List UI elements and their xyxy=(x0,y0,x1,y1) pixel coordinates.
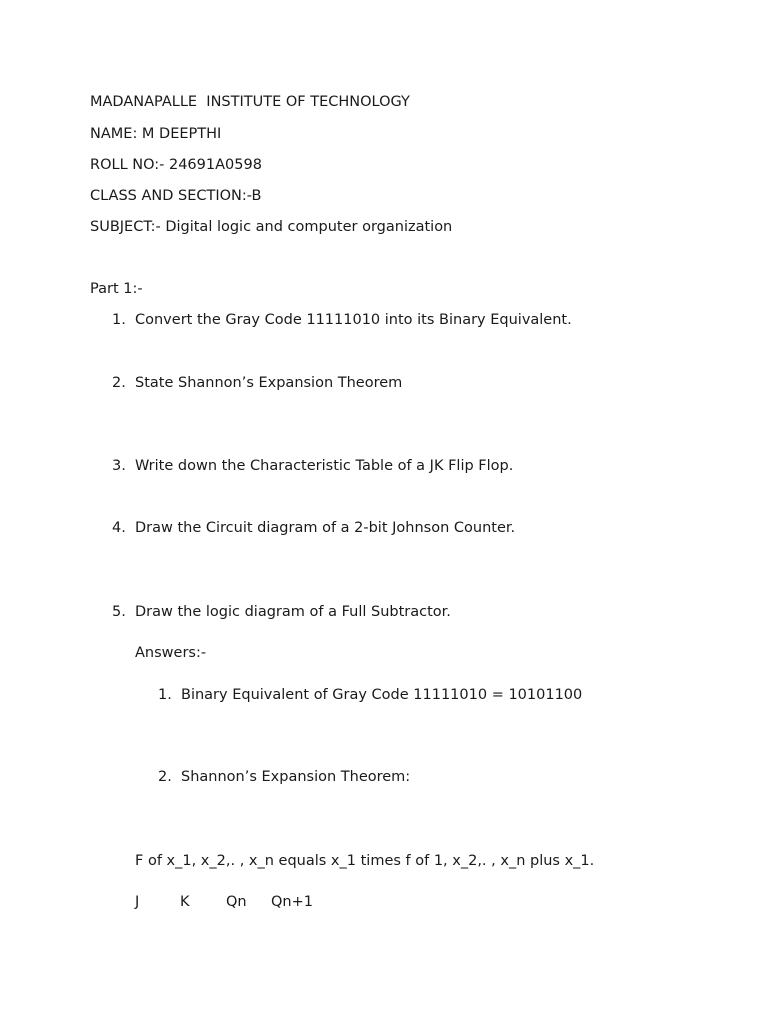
question-number: 3. xyxy=(112,458,126,474)
part-title: Part 1:- xyxy=(90,281,143,297)
jk-header-j: J xyxy=(135,894,140,910)
jk-header-qn: Qn xyxy=(226,894,247,910)
question-number: 2. xyxy=(112,375,126,391)
answer-text: Shannon’s Expansion Theorem: xyxy=(181,769,411,785)
question-number: 4. xyxy=(112,520,126,536)
jk-header-qn-plus-1: Qn+1 xyxy=(271,894,313,910)
question-text: Draw the Circuit diagram of a 2-bit Johnson Counter. xyxy=(135,520,516,536)
answer-number: 1. xyxy=(158,687,172,703)
jk-header-k: K xyxy=(180,894,190,910)
answer-number: 2. xyxy=(158,769,172,785)
subject: SUBJECT:- Digital logic and computer organization xyxy=(90,219,453,235)
answer-text: Binary Equivalent of Gray Code 11111010 = 10101100 xyxy=(181,687,583,703)
question-number: 5. xyxy=(112,604,126,620)
question-text: Write down the Characteristic Table of a JK Flip Flop. xyxy=(135,458,514,474)
question-text: Convert the Gray Code 11111010 into its Binary Equivalent. xyxy=(135,312,572,328)
roll-number: ROLL NO:- 24691A0598 xyxy=(90,157,262,173)
institute-name: MADANAPALLE INSTITUTE OF TECHNOLOGY xyxy=(90,94,410,110)
shannon-expansion-text: F of x_1, x_2,. , x_n equals x_1 times f of 1, x_2,. , x_n plus x_1. xyxy=(135,853,595,869)
class-section: CLASS AND SECTION:-B xyxy=(90,188,262,204)
answers-title: Answers:- xyxy=(135,645,207,661)
question-text: Draw the logic diagram of a Full Subtractor. xyxy=(135,604,451,620)
question-text: State Shannon’s Expansion Theorem xyxy=(135,375,403,391)
student-name: NAME: M DEEPTHI xyxy=(90,126,222,142)
question-number: 1. xyxy=(112,312,126,328)
